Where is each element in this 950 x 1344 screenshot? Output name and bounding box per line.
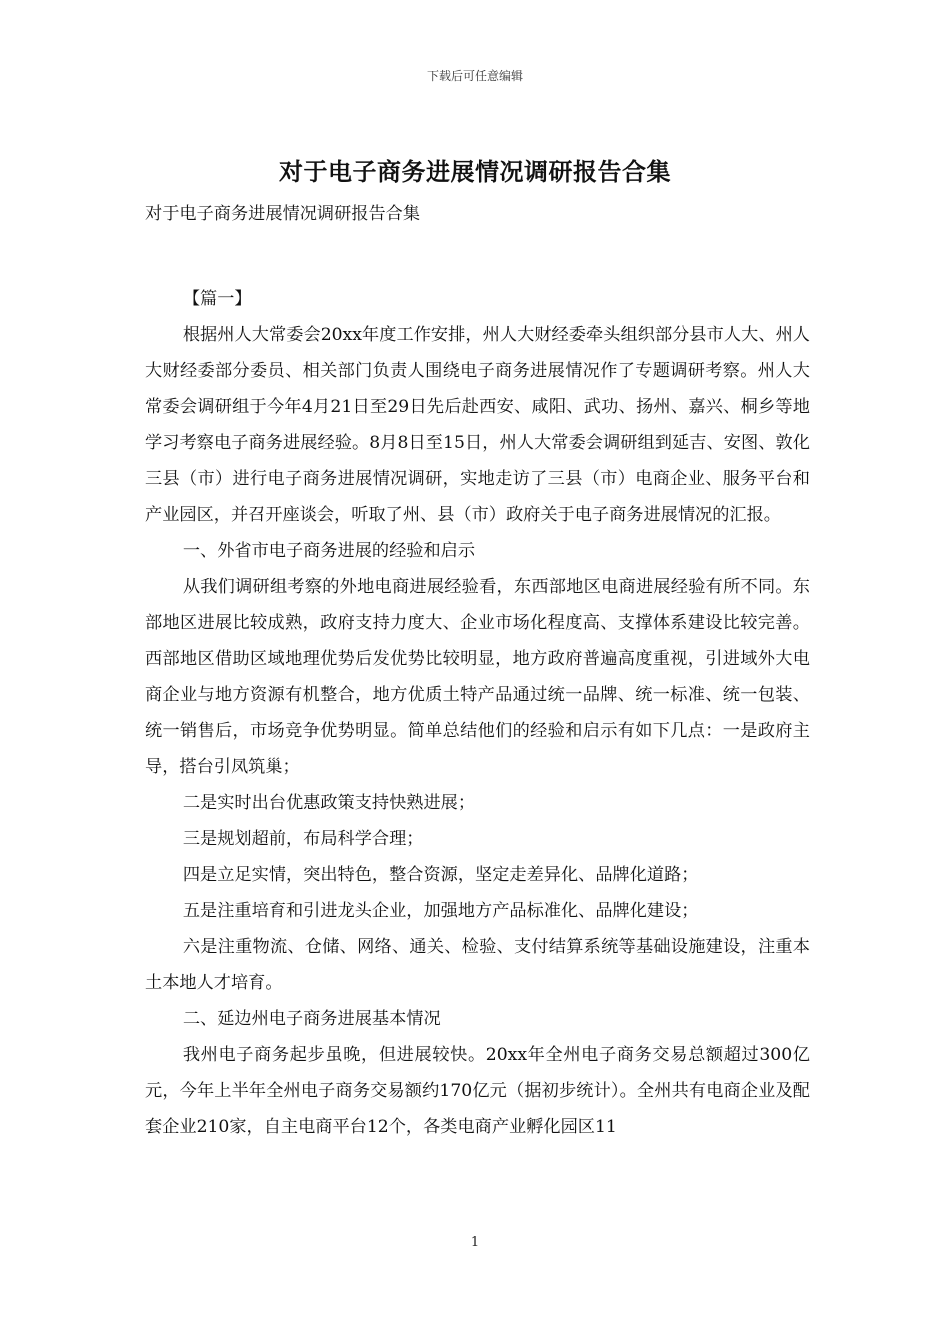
- paragraph: 我州电子商务起步虽晚，但进展较快。20xx年全州电子商务交易总额超过300亿元，今年上半年全州电子商务交易额约170亿元（据初步统计）。全州共有电商企业及配套企业210家，自主电商平台12个，各类电商产业孵化园区11: [145, 1045, 810, 1137]
- spacer: [145, 232, 810, 281]
- paragraph: 从我们调研组考察的外地电商进展经验看，东西部地区电商进展经验有所不同。东部地区进展比较成熟，政府支持力度大、企业市场化程度高、支撑体系建设比较完善。西部地区借助区域地理优势后发优势比较明显，地方政府普遍高度重视，引进域外大电商企业与地方资源有机整合，地方优质土特产品通过统一品牌、统一标准、统一包装、统一销售后，市场竞争优势明显。简单总结他们的经验和启示有如下几点：一是政府主导，搭台引凤筑巢；: [145, 577, 810, 777]
- document-title: 对于电子商务进展情况调研报告合集: [279, 157, 671, 186]
- list-item: 四是立足实情，突出特色，整合资源，坚定走差异化、品牌化道路；: [182, 865, 699, 885]
- header-note: 下载后可任意编辑: [426, 69, 523, 83]
- list-item: 二是实时出台优惠政策支持快熟进展；: [182, 793, 476, 813]
- section-heading: 二、延边州电子商务进展基本情况: [182, 1009, 441, 1029]
- section-heading: 一、外省市电子商务进展的经验和启示: [182, 541, 476, 561]
- list-item: 三是规划超前，布局科学合理；: [182, 829, 424, 849]
- paragraph: 根据州人大常委会20xx年度工作安排，州人大财经委牵头组织部分县市人大、州人大财经委部分委员、相关部门负责人围绕电子商务进展情况作了专题调研考察。州人大常委会调研组于今年4月21日至29日先后赴西安、咸阳、武功、扬州、嘉兴、桐乡等地学习考察电子商务进展经验。8月8日至15日，州人大常委会调研组到延吉、安图、敦化三县（市）进行电子商务进展情况调研，实地走访了三县（市）电商企业、服务平台和产业园区，并召开座谈会，听取了州、县（市）政府关于电子商务进展情况的汇报。: [145, 325, 810, 525]
- list-item: 六是注重物流、仓储、网络、通关、检验、支付结算系统等基础设施建设，注重本土本地人才培育。: [145, 937, 810, 993]
- page-number: 1: [470, 1235, 480, 1250]
- list-item: 五是注重培育和引进龙头企业，加强地方产品标准化、品牌化建设；: [182, 901, 699, 921]
- document-body: [145, 196, 810, 1145]
- section-mark: 【篇一】: [182, 289, 252, 309]
- document-subtitle: 对于电子商务进展情况调研报告合集: [145, 204, 421, 224]
